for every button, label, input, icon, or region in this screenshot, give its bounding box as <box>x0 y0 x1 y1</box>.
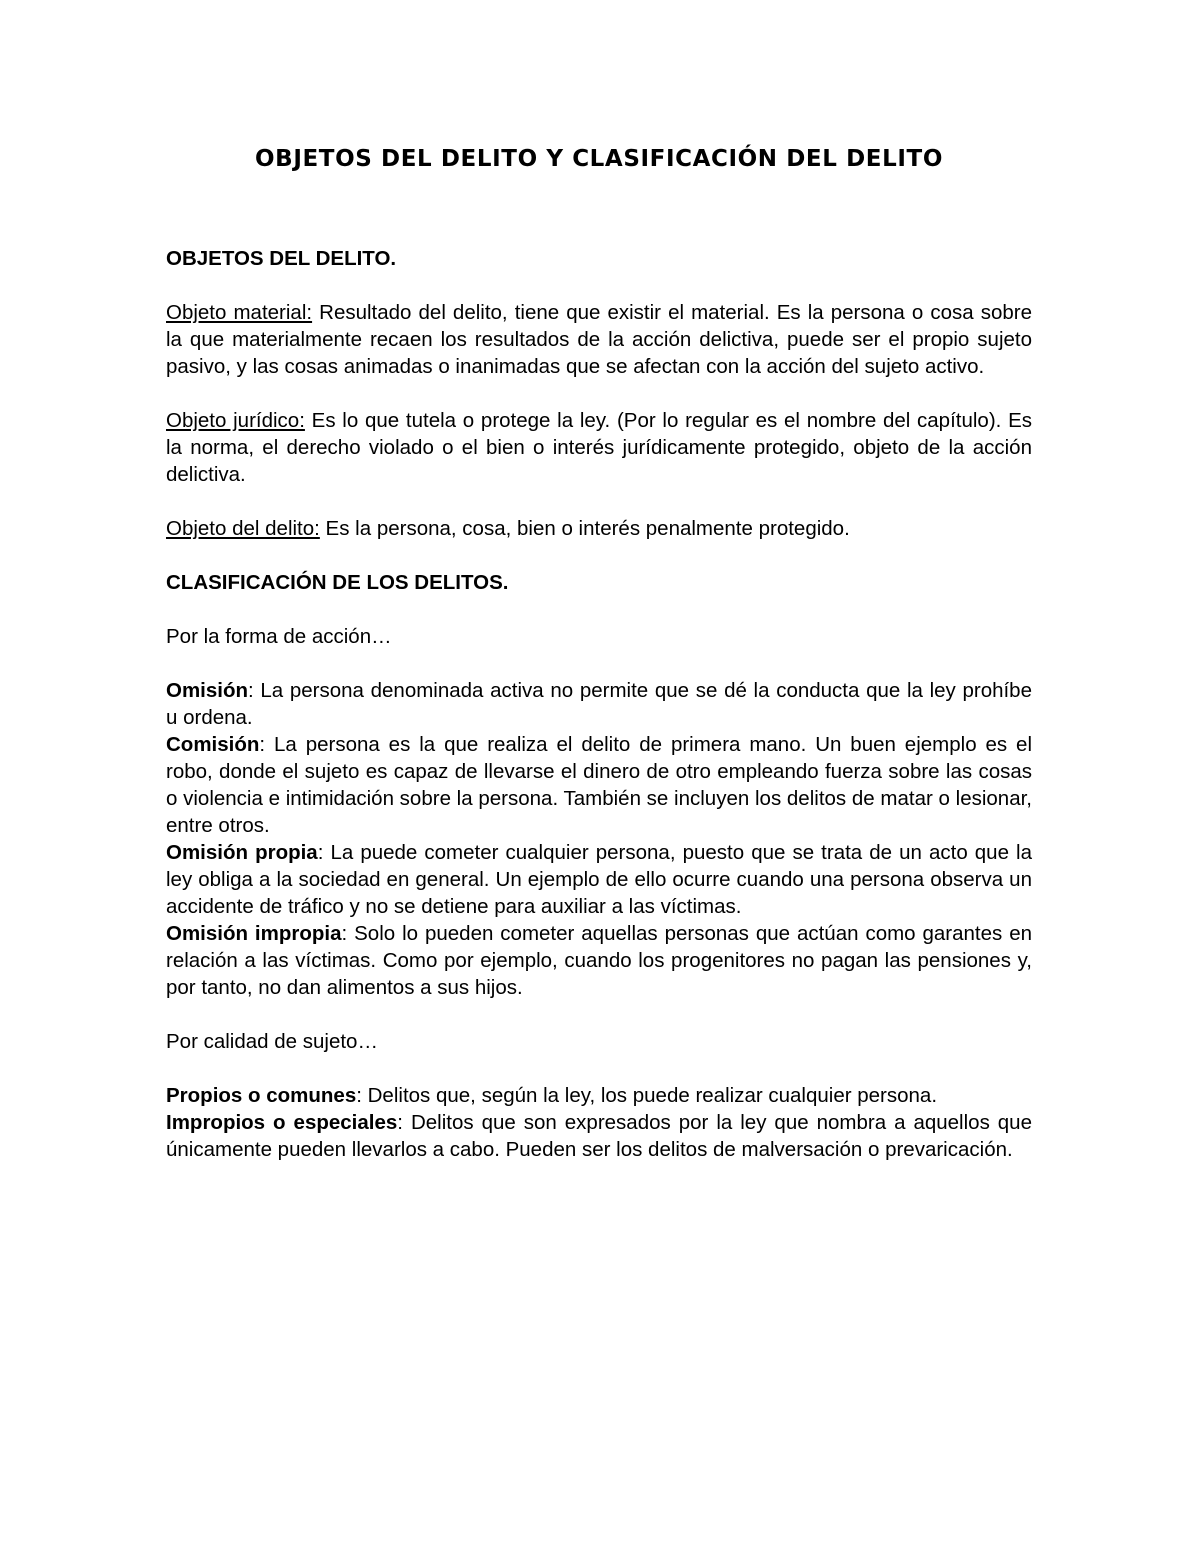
paragraph-objeto-juridico <box>166 407 1032 488</box>
document-body <box>166 245 1032 1163</box>
definition-propios-comunes: : Delitos que, según la ley, los puede realizar cualquier persona. <box>356 1084 938 1107</box>
section-heading-clasificacion: CLASIFICACIÓN DE LOS DELITOS. <box>166 571 509 594</box>
paragraph-comision <box>166 731 1032 839</box>
term-objeto-delito: Objeto del delito: <box>166 517 320 540</box>
document-title: OBJETOS DEL DELITO Y CLASIFICACIÓN DEL DELITO <box>255 146 943 172</box>
paragraph-propios-comunes <box>166 1082 1032 1109</box>
term-propios-comunes: Propios o comunes <box>166 1084 357 1107</box>
paragraph-omision-propia <box>166 839 1032 920</box>
definition-objeto-delito: Es la persona, cosa, bien o interés penalmente protegido. <box>319 517 850 540</box>
paragraph-objeto-delito <box>166 515 1032 542</box>
term-comision: Comisión <box>166 733 260 756</box>
definition-objeto-material: Resultado del delito, tiene que existir el material. Es la persona o cosa sobre la que materialmente recaen los resultados de la acción delictiva, puede ser el propio sujeto pasivo, y las cosas animadas o inanimadas que se afectan con la acción del sujeto activo. <box>166 301 1033 378</box>
definition-objeto-juridico: Es lo que tutela o protege la ley. (Por lo regular es el nombre del capítulo). Es la norma, el derecho violado o el bien o interés jurídicamente protegido, objeto de la acción delictiva. <box>166 409 1033 486</box>
intro-calidad-sujeto: Por calidad de sujeto… <box>166 1030 378 1053</box>
term-omision: Omisión <box>166 679 249 702</box>
term-objeto-material: Objeto material: <box>166 301 313 324</box>
term-impropios-especiales: Impropios o especiales <box>166 1111 398 1134</box>
term-omision-impropia: Omisión impropia <box>166 922 342 945</box>
definition-omision-propia: : La puede cometer cualquier persona, puesto que se trata de un acto que la ley obliga a la sociedad en general. Un ejemplo de ello ocurre cuando una persona observa un accidente de tráfico y no se detiene para auxiliar a las víctimas. <box>166 841 1032 918</box>
section-heading-objetos: OBJETOS DEL DELITO. <box>166 247 397 270</box>
definition-impropios-especiales: : Delitos que son expresados por la ley que nombra a aquellos que únicamente pueden llevarlos a cabo. Pueden ser los delitos de malversación o prevaricación. <box>166 1111 1032 1161</box>
paragraph-objeto-material <box>166 299 1032 380</box>
definition-comision: : La persona es la que realiza el delito de primera mano. Un buen ejemplo es el robo, donde el sujeto es capaz de llevarse el dinero de otro empleando fuerza sobre las cosas o violencia e intimidación sobre la persona. También se incluyen los delitos de matar o lesionar, entre otros. <box>166 733 1032 837</box>
paragraph-impropios-especiales <box>166 1109 1032 1163</box>
intro-forma-accion: Por la forma de acción… <box>166 625 392 648</box>
term-omision-propia: Omisión propia <box>166 841 318 864</box>
definition-omision-impropia: : Solo lo pueden cometer aquellas personas que actúan como garantes en relación a las víctimas. Como por ejemplo, cuando los progenitores no pagan las pensiones y, por tanto, no dan alimentos a sus hijos. <box>166 922 1033 999</box>
term-objeto-juridico: Objeto jurídico: <box>166 409 305 432</box>
paragraph-omision-impropia <box>166 920 1032 1001</box>
definition-omision: : La persona denominada activa no permite que se dé la conducta que la ley prohíbe u ordena. <box>166 679 1032 729</box>
paragraph-omision <box>166 677 1032 731</box>
